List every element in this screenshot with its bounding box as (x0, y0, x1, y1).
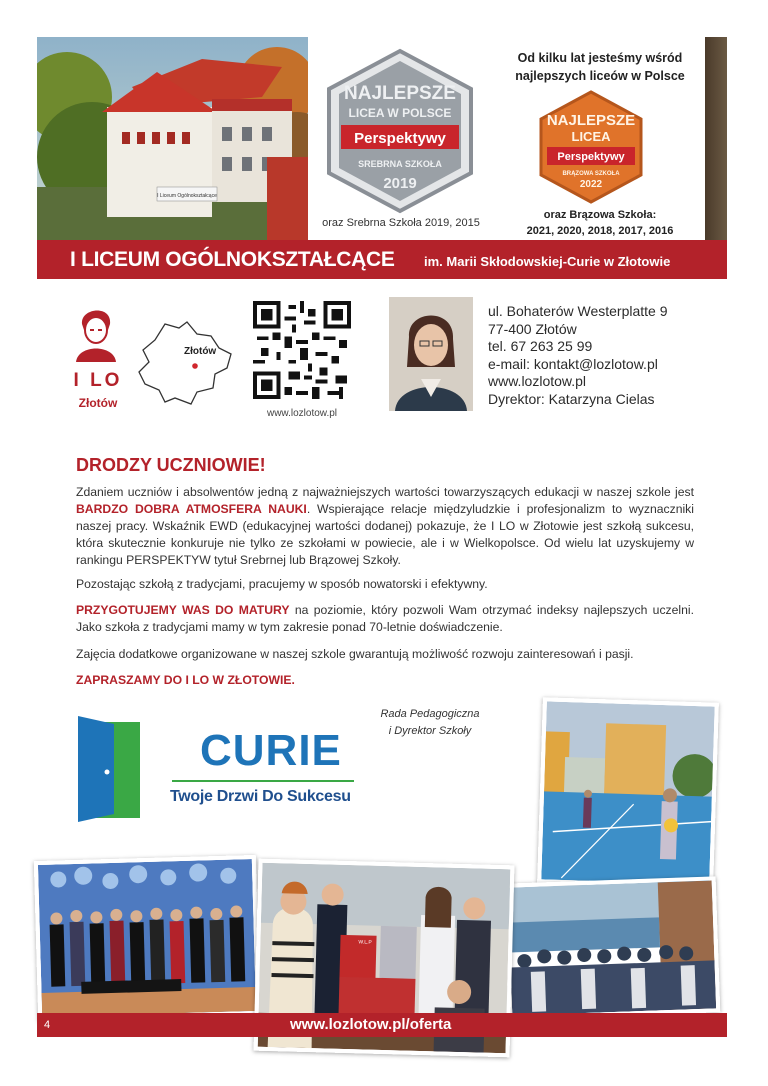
contact-block (488, 303, 668, 408)
silver-badge-line1: NAJLEPSZE (344, 83, 456, 104)
county-map-icon (135, 318, 235, 408)
contact-email[interactable]: e-mail: kontakt@lozlotow.pl (488, 355, 658, 372)
footer-url[interactable]: www.lozlotow.pl/oferta (290, 1016, 452, 1033)
bronze-badge-line3: BRĄZOWA SZKOŁA (562, 171, 620, 177)
gift-label: W.L.P (358, 939, 372, 946)
contact-postal: 77-400 Złotów (488, 320, 577, 337)
bronze-badge-line2: LICEA (571, 129, 611, 144)
school-title: I LICEUM OGÓLNOKSZTAŁCĄCE (70, 248, 395, 271)
school-building-photo (37, 37, 308, 240)
qr-url[interactable]: www.lozlotow.pl (266, 408, 338, 419)
contact-address: ul. Bohaterów Westerplatte 9 (488, 303, 668, 319)
bronze-caption (495, 207, 705, 239)
signature (362, 706, 498, 740)
curie-portrait-icon (72, 300, 120, 362)
signature-line1: Rada Pedagogiczna (380, 708, 480, 720)
silver-badge-year: 2019 (383, 175, 417, 192)
trip-group-photo (504, 876, 721, 1019)
map-label: Złotów (184, 346, 217, 357)
bronze-badge-brand: Perspektywy (557, 151, 625, 163)
qr-code-icon (253, 301, 351, 399)
contact-director: Dyrektor: Katarzyna Cielas (488, 390, 655, 407)
curie-logo-word: CURIE (200, 726, 342, 775)
door-icon (76, 716, 142, 822)
paragraph-1 (76, 484, 694, 569)
page-number: 4 (44, 1019, 51, 1031)
ranking-panel (315, 37, 705, 240)
paragraph-5: ZAPRASZAMY DO I LO W ZŁOTOWIE. (76, 673, 295, 687)
bronze-badge-icon (537, 89, 645, 205)
paragraph-2: Pozostając szkołą z tradycjami, pracujemy w sposób nowatorski i efektywny. (76, 577, 488, 591)
director-photo (389, 297, 473, 411)
bronze-caption-line1: oraz Brązowa Szkoła: (543, 209, 657, 221)
bronze-badge-year: 2022 (579, 179, 603, 190)
curie-logo-line (172, 780, 354, 782)
letter-heading: DRODZY UCZNIOWIE! (76, 455, 266, 475)
paragraph-4: Zajęcia dodatkowe organizowane w naszej szkole gwarantują możliwość rozwoju zainteresowań i pasji. (76, 647, 634, 661)
silver-badge-icon (325, 47, 475, 215)
p1-text-a: Zdaniem uczniów i absolwentów jedną z najważniejszych wartości towarzyszących edukacji w naszej szkole jest (76, 485, 694, 499)
silver-caption: oraz Srebrna Szkoła 2019, 2015 (322, 217, 480, 229)
p1-text-c: . Wspierające relacje międzyludzkie i profesjonalizm to wyznaczniki naszej pracy. Wskaźnik EWD (edukacyjnej wartości dodanej) pokazuje, że I LO w Złotowie jest szkołą sukcesu, która skutecznie konkuruje nie tylko ze szkołami w powiecie, ale i w Wielkopolsce. Od wielu lat uzyskujemy w rankingu PERSPEKTYW tytuł Srebrnej lub Brązowej Szkoły. (76, 502, 694, 567)
silver-badge-line3: SREBRNA SZKOŁA (358, 159, 442, 169)
side-photo-strip (705, 37, 727, 240)
contact-web[interactable]: www.lozlotow.pl (488, 373, 587, 389)
ranking-intro: Od kilku lat jesteśmy wśród najlepszych liceów w Polsce (515, 51, 685, 83)
bronze-badge-line1: NAJLEPSZE (546, 112, 636, 129)
sports-court-photo (537, 697, 719, 888)
p3-text-b: na poziomie, który pozwoli Wam otrzymać indeksy najlepszych uczelni. Jako szkoła z tradycjami mamy w tym zakresie ponad 70-letnie doświadczenie. (76, 603, 694, 634)
prom-group-photo (34, 855, 260, 1021)
paragraph-3 (76, 602, 694, 636)
ilo-logo-town: Złotów (78, 396, 118, 410)
p3-highlight: PRZYGOTUJEMY WAS DO MATURY (76, 603, 290, 617)
school-patron: im. Marii Skłodowskiej-Curie w Złotowie (424, 254, 671, 269)
bronze-caption-line2: 2021, 2020, 2018, 2017, 2016 (526, 225, 674, 237)
p1-highlight: BARDZO DOBRA ATMOSFERA NAUKI (76, 502, 307, 516)
silver-badge-line2: LICEA W POLSCE (348, 106, 452, 120)
ilo-logo-text: I LO (73, 370, 123, 391)
school-sign: I Liceum Ogólnokształcące (157, 193, 217, 199)
contact-phone[interactable]: tel. 67 263 25 99 (488, 338, 593, 354)
silver-badge-brand: Perspektywy (354, 130, 446, 147)
curie-logo-tagline: Twoje Drzwi Do Sukcesu (170, 788, 351, 805)
signature-line2: i Dyrektor Szkoły (388, 725, 472, 737)
